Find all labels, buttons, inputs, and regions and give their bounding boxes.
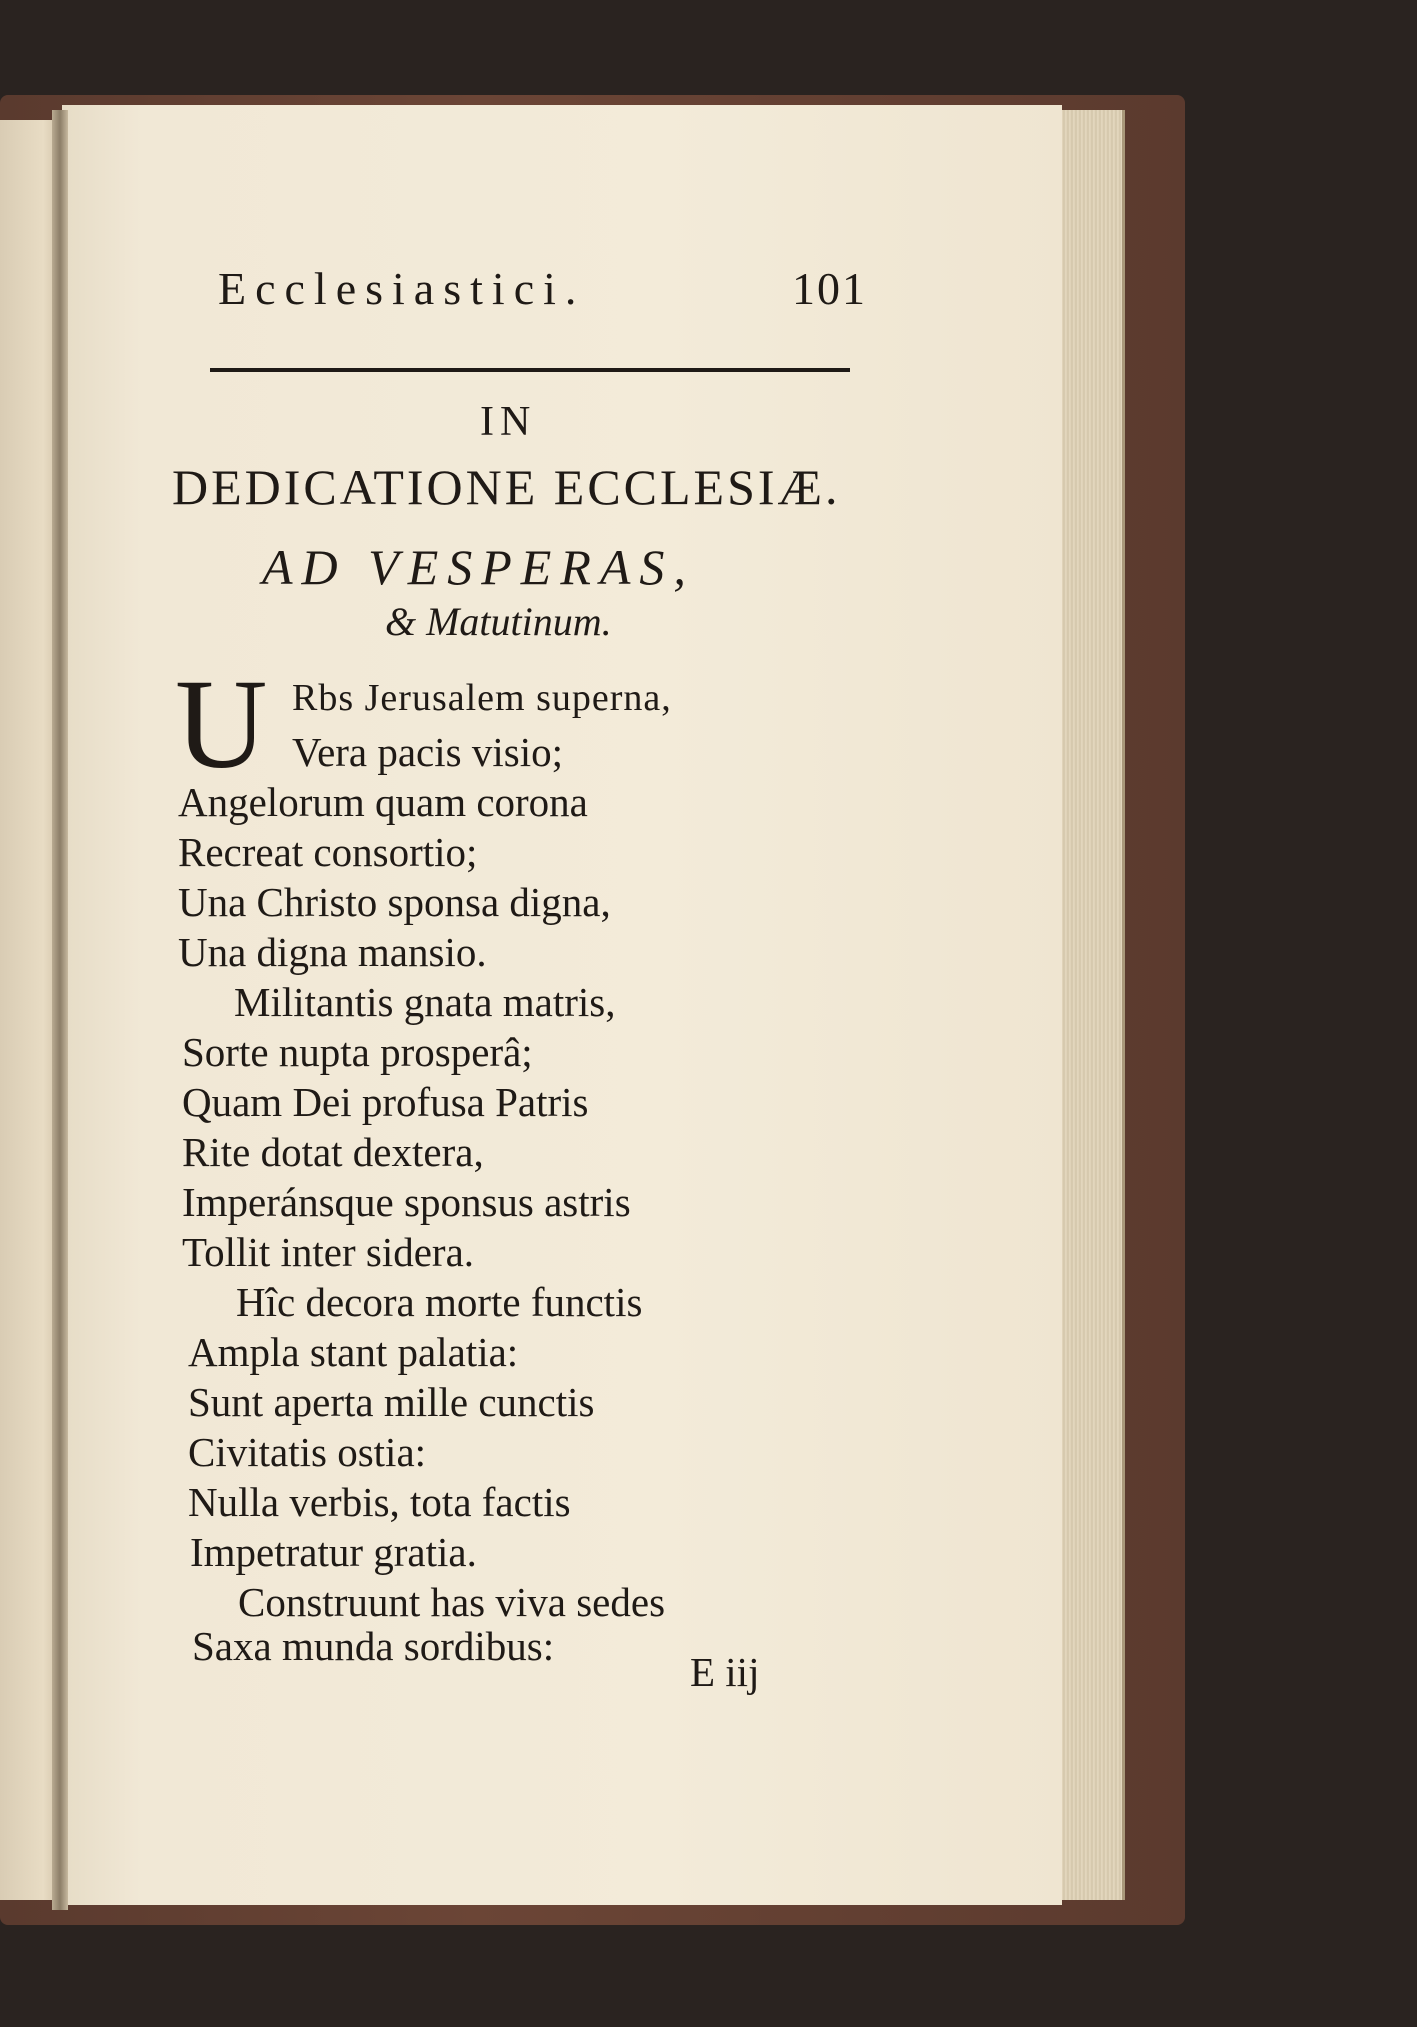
- drop-cap: U: [175, 653, 268, 795]
- hymn-line: Rite dotat dextera,: [182, 1129, 484, 1175]
- hymn-line: Construunt has viva sedes: [238, 1579, 666, 1625]
- title-ad-vesperas: AD VESPERAS,: [262, 539, 695, 595]
- hymn-line: Tollit inter sidera.: [182, 1229, 475, 1275]
- signature-mark: E iij: [690, 1649, 760, 1695]
- title-matutinum: & Matutinum.: [385, 599, 612, 644]
- hymn-line: Militantis gnata matris,: [234, 979, 616, 1025]
- page-number: 101: [792, 263, 867, 314]
- hymn-line: Impetratur gratia.: [190, 1529, 477, 1575]
- hymn-line: Sunt aperta mille cunctis: [188, 1379, 595, 1425]
- title-dedication: DEDICATIONE ECCLESIÆ.: [172, 459, 841, 515]
- header-rule: [210, 368, 850, 372]
- hymn-line: Recreat consortio;: [178, 829, 478, 875]
- hymn-line: Quam Dei profusa Patris: [182, 1079, 589, 1125]
- hymn-line: Una Christo sponsa digna,: [178, 879, 611, 925]
- hymn-line: Rbs Jerusalem superna,: [292, 677, 672, 719]
- hymn-line: Hîc decora morte functis: [236, 1279, 643, 1325]
- hymn-line: Una digna mansio.: [178, 929, 487, 975]
- hymn-line: Nulla verbis, tota factis: [188, 1479, 571, 1525]
- hymn-line: Saxa munda sordibus:: [192, 1623, 555, 1669]
- running-title: Ecclesiastici.: [218, 263, 586, 314]
- title-in: IN: [480, 399, 537, 445]
- hymn-line: Sorte nupta prosperâ;: [182, 1029, 533, 1075]
- hymn-line: Angelorum quam corona: [178, 779, 588, 825]
- hymn-line: Civitatis ostia:: [188, 1429, 427, 1475]
- hymn-line: Vera pacis visio;: [292, 729, 563, 775]
- hymn-line: Ampla stant palatia:: [188, 1329, 519, 1375]
- hymn-line: Imperánsque sponsus astris: [182, 1179, 631, 1225]
